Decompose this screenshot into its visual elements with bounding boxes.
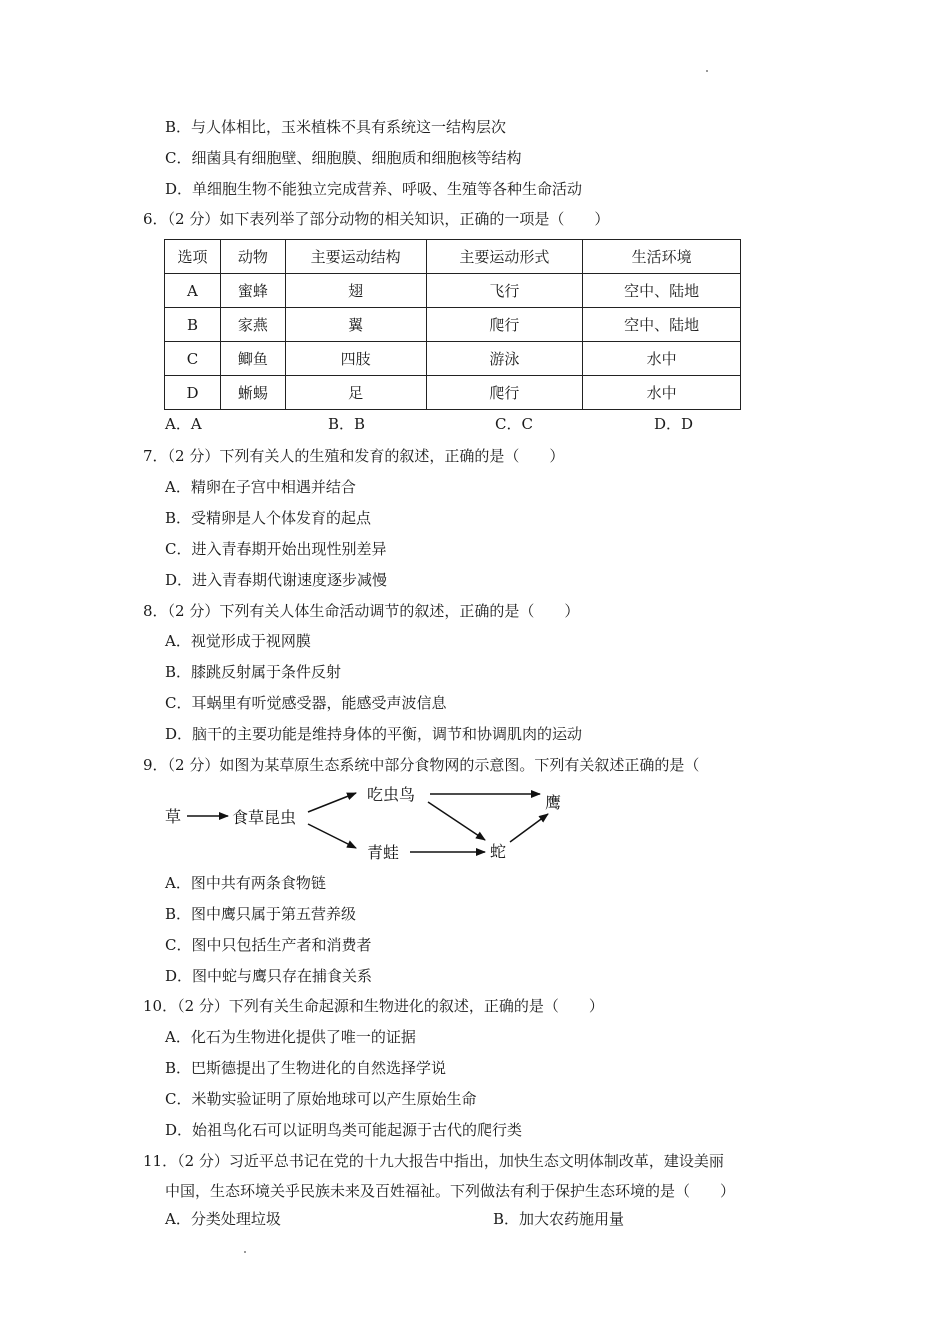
node-eagle: 鹰 [545, 793, 562, 812]
table-header: 生活环境 [583, 240, 741, 274]
q8-option-a: A．视觉形成于视网膜 [165, 632, 311, 650]
table-cell: 空中、陆地 [583, 274, 741, 308]
table-header: 主要运动结构 [285, 240, 426, 274]
q7-option-c: C．进入青春期开始出现性别差异 [165, 540, 387, 558]
table-cell: B [165, 308, 221, 342]
q8-option-b: B．膝跳反射属于条件反射 [165, 663, 342, 681]
node-bird: 吃虫鸟 [367, 785, 416, 804]
table-cell: 爬行 [426, 308, 583, 342]
arrow-insect-frog [308, 824, 356, 848]
node-insect: 食草昆虫 [232, 808, 297, 827]
table-cell: 空中、陆地 [583, 308, 741, 342]
table-cell: A [165, 274, 221, 308]
table-cell: 鲫鱼 [220, 342, 285, 376]
q11-option-b: B．加大农药施用量 [493, 1210, 625, 1228]
node-snake: 蛇 [490, 842, 507, 861]
q7-stem: 7．（2 分）下列有关人的生殖和发育的叙述，正确的是（ ） [143, 447, 565, 465]
q9-option-c: C．图中只包括生产者和消费者 [165, 936, 372, 954]
q6-table [164, 239, 741, 410]
q9-option-b: B．图中鹰只属于第五营养级 [165, 905, 357, 923]
table-header: 选项 [165, 240, 221, 274]
table-cell: 四肢 [285, 342, 426, 376]
table-cell: 水中 [583, 342, 741, 376]
q8-option-d: D．脑干的主要功能是维持身体的平衡，调节和协调肌肉的运动 [165, 725, 583, 743]
table-cell: C [165, 342, 221, 376]
q9-option-a: A．图中共有两条食物链 [165, 874, 326, 892]
table-cell: 家燕 [220, 308, 285, 342]
table-cell: 爬行 [426, 376, 583, 410]
food-web-diagram [160, 780, 580, 870]
q6-option-c: C．C [495, 415, 533, 433]
q10-option-a: A．化石为生物进化提供了唯一的证据 [165, 1028, 416, 1046]
table-cell: 翼 [285, 308, 426, 342]
table-header: 动物 [220, 240, 285, 274]
q11-stem-line2: 中国，生态环境关乎民族未来及百姓福祉。下列做法有利于保护生态环境的是（ ） [165, 1182, 736, 1200]
arrow-snake-eagle [510, 814, 548, 842]
table-cell: 飞行 [426, 274, 583, 308]
q5-option-b: B．与人体相比，玉米植株不具有系统这一结构层次 [165, 118, 507, 136]
table-cell: 游泳 [426, 342, 583, 376]
page-mark-dot [706, 70, 708, 72]
q7-option-b: B．受精卵是人个体发育的起点 [165, 509, 372, 527]
q11-stem-line1: 11．（2 分）习近平总书记在党的十九大报告中指出，加快生态文明体制改革，建设美丽 [143, 1152, 724, 1170]
table-cell: 蜥蜴 [220, 376, 285, 410]
q8-stem: 8．（2 分）下列有关人体生命活动调节的叙述，正确的是（ ） [143, 602, 580, 620]
q7-option-a: A．精卵在子宫中相遇并结合 [165, 478, 356, 496]
q8-option-c: C．耳蜗里有听觉感受器，能感受声波信息 [165, 694, 447, 712]
node-frog: 青蛙 [367, 843, 400, 862]
q6-option-a: A．A [165, 415, 202, 433]
table-cell: 足 [285, 376, 426, 410]
table-row [165, 376, 741, 410]
table-header: 主要运动形式 [426, 240, 583, 274]
q9-stem: 9．（2 分）如图为某草原生态系统中部分食物网的示意图。下列有关叙述正确的是（ [143, 756, 700, 774]
node-grass: 草 [165, 807, 182, 826]
q5-option-c: C．细菌具有细胞壁、细胞膜、细胞质和细胞核等结构 [165, 149, 522, 167]
table-cell: 水中 [583, 376, 741, 410]
q9-option-d: D．图中蛇与鹰只存在捕食关系 [165, 967, 373, 985]
q10-option-b: B．巴斯德提出了生物进化的自然选择学说 [165, 1059, 447, 1077]
table-cell: 翅 [285, 274, 426, 308]
page-mark-dot [244, 1251, 246, 1253]
q7-option-d: D．进入青春期代谢速度逐步减慢 [165, 571, 388, 589]
q10-option-c: C．米勒实验证明了原始地球可以产生原始生命 [165, 1090, 477, 1108]
table-cell: D [165, 376, 221, 410]
q5-option-d: D．单细胞生物不能独立完成营养、呼吸、生殖等各种生命活动 [165, 180, 583, 198]
table-row [165, 342, 741, 376]
arrow-bird-snake [428, 802, 485, 840]
table-row [165, 274, 741, 308]
table-header-row [165, 240, 741, 274]
q6-stem: 6．（2 分）如下表列举了部分动物的相关知识，正确的一项是（ ） [143, 210, 610, 228]
table-cell: 蜜蜂 [220, 274, 285, 308]
q6-option-b: B．B [328, 415, 366, 433]
q6-option-d: D．D [654, 415, 694, 433]
arrow-insect-bird [308, 793, 356, 812]
q11-option-a: A．分类处理垃圾 [165, 1210, 281, 1228]
q10-option-d: D．始祖鸟化石可以证明鸟类可能起源于古代的爬行类 [165, 1121, 523, 1139]
table-row [165, 308, 741, 342]
q10-stem: 10．（2 分）下列有关生命起源和生物进化的叙述，正确的是（ ） [143, 997, 604, 1015]
